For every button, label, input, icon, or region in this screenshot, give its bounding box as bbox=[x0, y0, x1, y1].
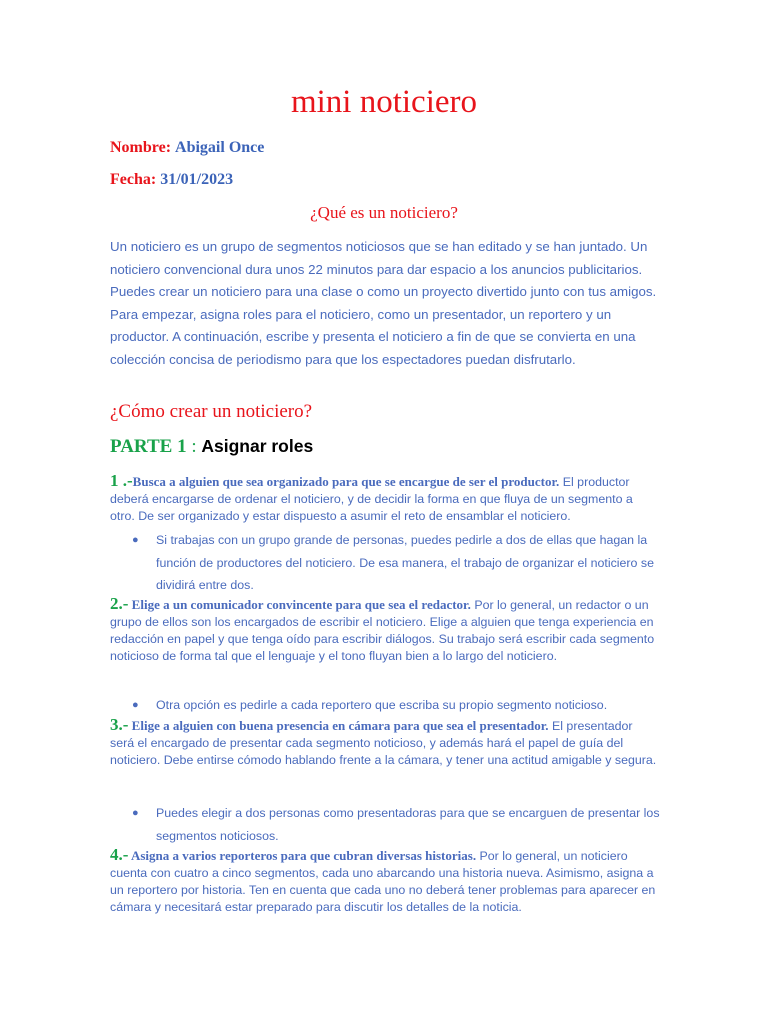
bullet-text: Puedes elegir a dos personas como presentadoras para que se encarguen de presentar los segmentos noticiosos. bbox=[156, 806, 660, 843]
fecha-year: 2023 bbox=[201, 171, 234, 188]
fecha-separator: / bbox=[176, 171, 181, 188]
nombre-value: Abigail Once bbox=[175, 139, 265, 156]
step-body: Por lo general, un noticiero cuenta con cuatro a cinco segmentos, cada uno abarcando una historia nueva. Asimismo, asigna a un reportero por historia. Ten en cuenta que cada uno no deberá tener problemas para aparecer en cámara y necesitará estar preparado para discutir los detalles de la noticia. bbox=[110, 849, 656, 914]
fecha-day: 31 bbox=[160, 171, 177, 188]
step-number: 1 .- bbox=[110, 471, 133, 490]
step-body: El productor deberá encargarse de ordenar el noticiero, y de decidir la forma en que fluya de un segmento a otro. De ser organizado y estar dispuesto a asumir el reto de ensamblar el noticiero. bbox=[110, 475, 633, 523]
step-number: 3.- bbox=[110, 715, 129, 734]
step-item bbox=[110, 472, 658, 525]
fecha-month: 01 bbox=[180, 171, 197, 188]
step-lead: Elige a alguien con buena presencia en cámara para que sea el presentador. bbox=[128, 718, 549, 733]
intro-paragraph: Un noticiero es un grupo de segmentos noticiosos que se han editado y se han juntado. Un noticiero convencional dura unos 22 minutos para dar espacio a los anuncios publicitarios. Puedes crear un noticiero para una clase o como un proyecto divertido junto con tus amigos. Para empezar, asigna roles para el noticiero, como un presentador, un reportero y un productor. A continuación, escribe y presenta el noticiero a fin de que se convierta en una colección concisa de periodismo para que los espectadores puedan disfrutarlo. bbox=[110, 239, 657, 367]
parte-colon: : bbox=[186, 436, 202, 457]
how-heading: ¿Cómo crear un noticiero? bbox=[110, 401, 313, 422]
step-lead: Busca a alguien que sea organizado para que se encargue de ser el productor. bbox=[132, 474, 560, 489]
step-number: 2.- bbox=[110, 594, 129, 613]
fecha-label: Fecha: bbox=[110, 171, 157, 188]
nombre-line bbox=[110, 139, 264, 157]
step-lead: Elige a un comunicador convincente para que sea el redactor. bbox=[128, 597, 471, 612]
page-title: mini noticiero bbox=[290, 84, 478, 120]
bullet-dot-icon: ● bbox=[132, 807, 139, 819]
bullet-text: Si trabajas con un grupo grande de personas, puedes pedirle a dos de ellas que hagan la función de productores del noticiero. De esa manera, el trabajo de organizar el noticiero se dividirá entre dos. bbox=[156, 533, 654, 592]
section-question: ¿Qué es un noticiero? bbox=[310, 203, 458, 222]
parte-label: Asignar roles bbox=[201, 436, 314, 456]
fecha-line bbox=[110, 171, 233, 189]
bullet-dot-icon: ● bbox=[132, 534, 139, 546]
step-item bbox=[110, 595, 658, 665]
nombre-label: Nombre: bbox=[110, 139, 172, 156]
bullet-text: Otra opción es pedirle a cada reportero que escriba su propio segmento noticioso. bbox=[156, 698, 608, 712]
step-lead: Asigna a varios reporteros para que cubran diversas historias. bbox=[128, 848, 477, 863]
parte-heading bbox=[110, 436, 313, 458]
step-item bbox=[110, 716, 658, 769]
fecha-separator: / bbox=[196, 171, 202, 188]
step-body: El presentador será el encargado de presentar cada segmento noticioso, y además hará el papel de guía del noticiero. Debe entirse cómodo hablando frente a la cámara, y tener una actitud amigable y segura. bbox=[110, 719, 657, 767]
bullet-dot-icon: ● bbox=[132, 699, 139, 711]
step-body: Por lo general, un redactor o un grupo de ellos son los encargados de escribir el noticiero. Elige a alguien que tenga experiencia en redacción en papel y que tenga oído para escribir diálogos. Su trabajo será escribir cada segmento noticioso de forma tal que el lenguaje y el tono fluyan bien a lo largo del noticiero. bbox=[110, 598, 655, 663]
parte-number: PARTE 1 bbox=[110, 436, 187, 457]
step-number: 4.- bbox=[110, 845, 129, 864]
step-item bbox=[110, 846, 658, 916]
